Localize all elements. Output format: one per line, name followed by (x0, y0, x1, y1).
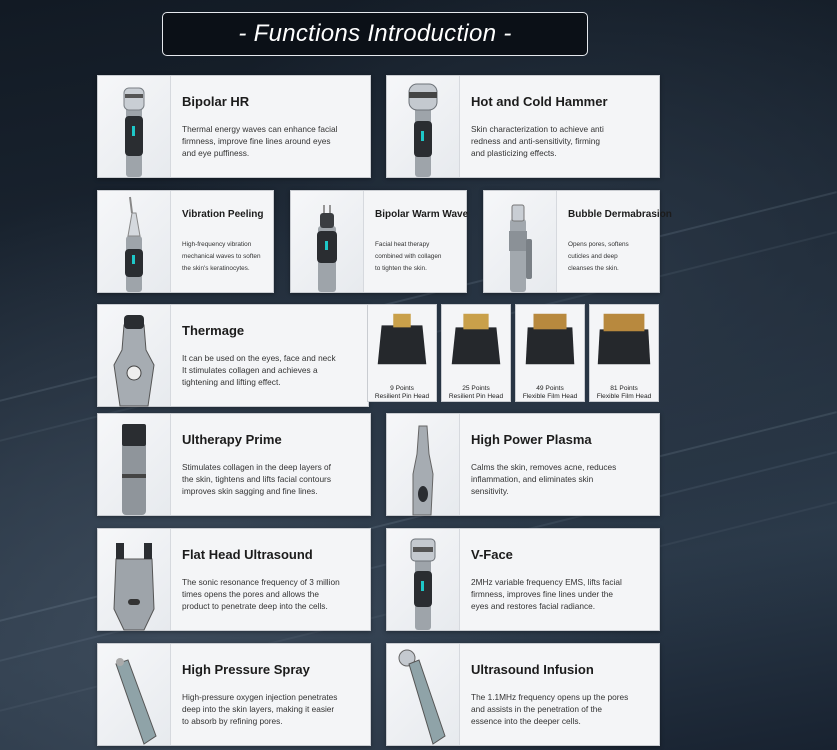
function-title: Thermage (182, 323, 245, 338)
function-card-thermage (97, 304, 369, 407)
head-label: 81 Points Flexible Film Head (596, 385, 652, 400)
function-description: 2MHz variable frequency EMS, lifts facial firmness, improves fine lines under the eyes and restores facial radiance. (471, 577, 622, 611)
function-card-high-pressure-spray (97, 643, 371, 746)
film-head-49-icon (516, 305, 584, 375)
function-card-ultrasound-infusion (386, 643, 660, 746)
flat-head-ultrasound-handpiece-icon (98, 529, 171, 630)
function-card-flat-head-ultrasound (97, 528, 371, 631)
function-description: High-pressure oxygen injection penetrates deep into the skin layers, making it easier to absorb by refining pores. (182, 692, 338, 726)
thermage-heads (367, 304, 659, 402)
function-description: Stimulates collagen in the deep layers of the skin, tightens and lifts facial contours improves skin sagging and fine lines. (182, 462, 331, 496)
bubble-dermabrasion-handpiece-icon (484, 191, 557, 292)
thermage-head-25 (441, 304, 511, 402)
spray-handpiece-icon (98, 644, 171, 745)
v-face-handpiece-icon (387, 529, 460, 630)
hot-cold-hammer-handpiece-icon (387, 76, 460, 177)
head-label: 9 Points Resilient Pin Head (374, 385, 430, 400)
function-title: Bipolar Warm Wave (375, 209, 469, 220)
function-title: Vibration Peeling (182, 209, 264, 220)
thermage-head-9 (367, 304, 437, 402)
function-card-bipolar-hr (97, 75, 371, 178)
thermage-head-49 (515, 304, 585, 402)
function-title: Bubble Dermabrasion (568, 209, 672, 220)
function-description: Calms the skin, removes acne, reduces inflammation, and eliminates skin sensitivity. (471, 462, 617, 496)
function-description: High-frequency vibration mechanical waves to soften the skin's keratinocytes. (182, 241, 261, 272)
bipolar-hr-handpiece-icon (98, 76, 171, 177)
function-description: The 1.1MHz frequency opens up the pores and assists in the penetration of the essence into the deeper cells. (471, 692, 629, 726)
function-card-bubble-dermabrasion (483, 190, 672, 293)
vibration-peeling-handpiece-icon (98, 191, 171, 292)
function-description: It can be used on the eyes, face and neck It stimulates collagen and achieves a tightening and lifting effect. (182, 353, 336, 387)
ultherapy-handpiece-icon (98, 414, 171, 515)
function-title: Hot and Cold Hammer (471, 94, 608, 109)
function-title: High Pressure Spray (182, 662, 310, 677)
plasma-handpiece-icon (387, 414, 460, 515)
thermage-handpiece-icon (98, 305, 171, 406)
pin-head-9-icon (368, 305, 436, 375)
function-card-v-face (386, 528, 660, 631)
film-head-81-icon (590, 305, 658, 375)
function-card-ultherapy-prime (97, 413, 371, 516)
function-title: Ultrasound Infusion (471, 662, 594, 677)
head-label: 49 Points Flexible Film Head (522, 385, 578, 400)
pin-head-25-icon (442, 305, 510, 375)
function-description: Thermal energy waves can enhance facial firmness, improve fine lines around eyes and eye puffiness. (182, 124, 338, 158)
function-title: High Power Plasma (471, 432, 592, 447)
head-label: 25 Points Resilient Pin Head (448, 385, 504, 400)
function-card-vibration-peeling (97, 190, 274, 293)
thermage-head-81 (589, 304, 659, 402)
function-description: Opens pores, softens cuticles and deep cleanses the skin. (568, 241, 629, 272)
function-description: The sonic resonance frequency of 3 million times opens the pores and allows the product to penetrate deep into the cells. (182, 577, 340, 611)
function-card-hot-cold-hammer (386, 75, 660, 178)
ultrasound-infusion-handpiece-icon (387, 644, 460, 745)
function-title: Flat Head Ultrasound (182, 547, 313, 562)
function-title: V-Face (471, 547, 513, 562)
page-title: - Functions Introduction - (162, 12, 588, 56)
function-card-bipolar-warm-wave (290, 190, 467, 293)
bipolar-warm-wave-handpiece-icon (291, 191, 364, 292)
function-title: Bipolar HR (182, 94, 250, 109)
function-card-high-power-plasma (386, 413, 660, 516)
function-description: Facial heat therapy combined with collagen to tighten the skin. (375, 241, 442, 272)
function-description: Skin characterization to achieve anti redness and anti-sensitivity, firming and plasticizing effects. (471, 124, 604, 158)
function-title: Ultherapy Prime (182, 432, 282, 447)
